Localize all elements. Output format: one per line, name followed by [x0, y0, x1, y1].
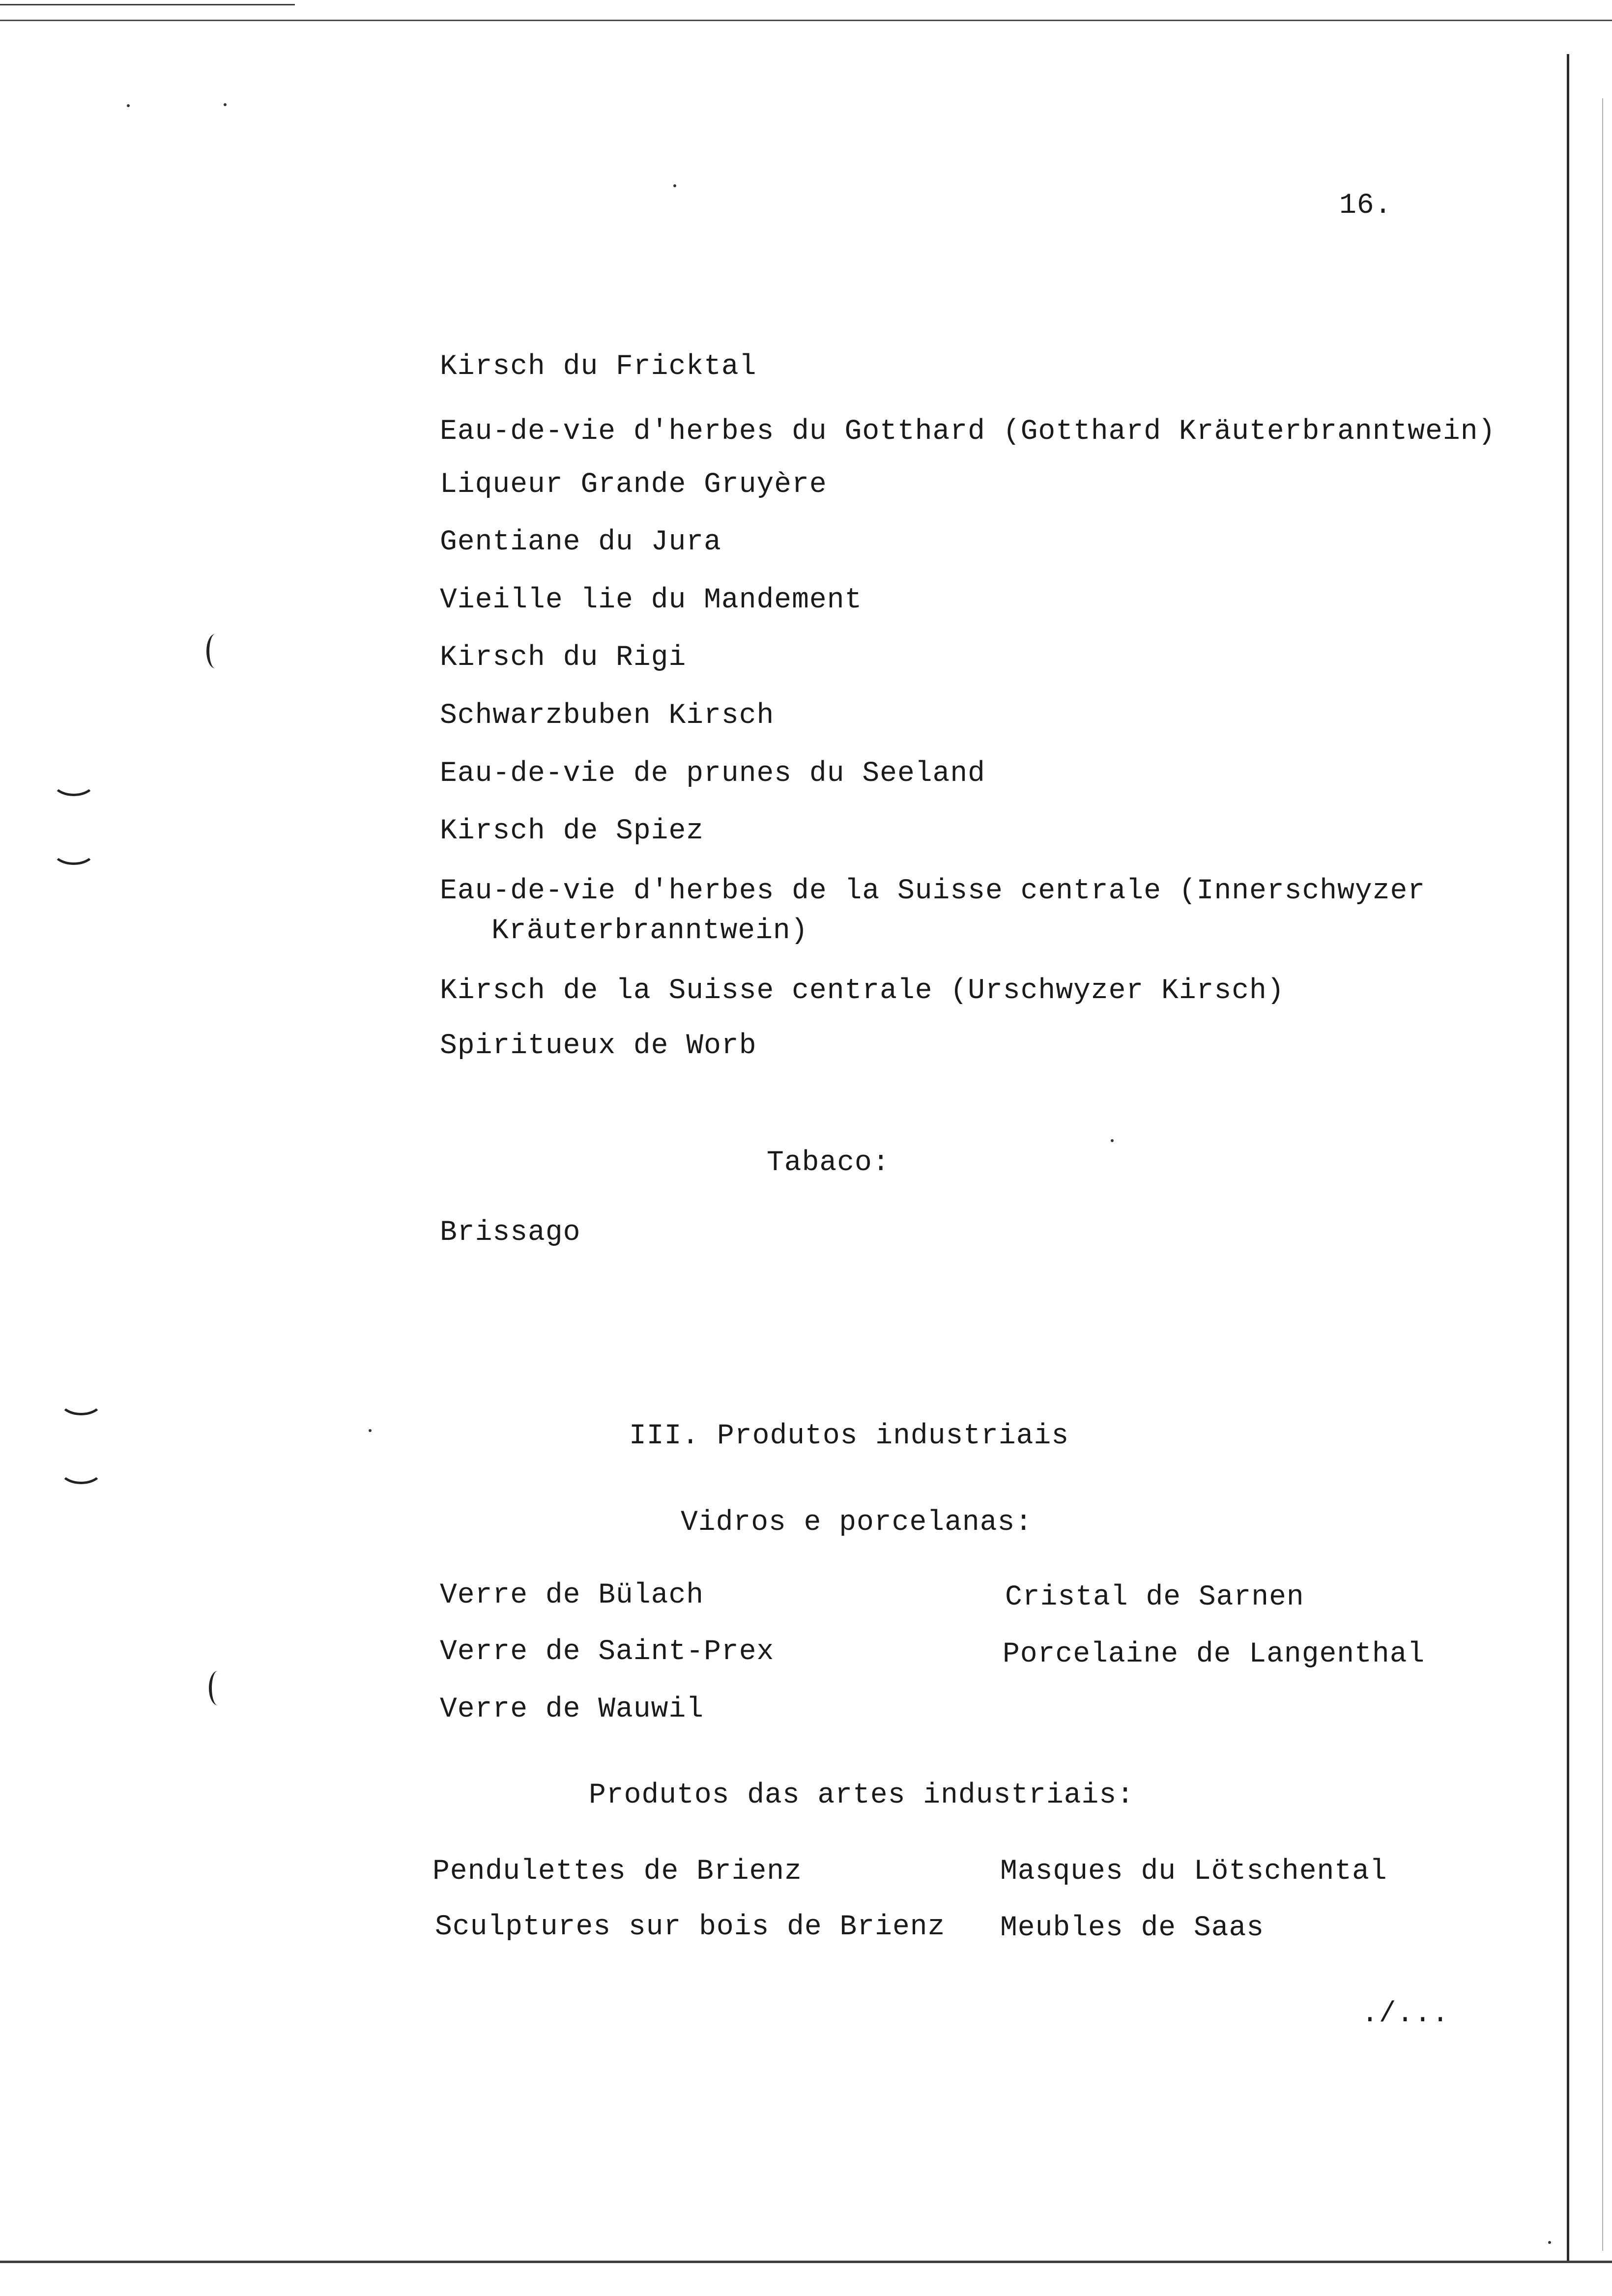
- continuation-mark: ./...: [1361, 1998, 1450, 2030]
- list-item: Sculptures sur bois de Brienz: [435, 1911, 946, 1943]
- page-number: 16.: [1339, 190, 1392, 222]
- list-item: Masques du Lötschental: [1000, 1856, 1387, 1888]
- list-item: Cristal de Sarnen: [1005, 1581, 1304, 1613]
- list-item: Kirsch de la Suisse centrale (Urschwyzer Kirsch): [440, 975, 1285, 1007]
- list-item: Eau-de-vie d'herbes de la Suisse centrale (Innerschwyzer: [440, 875, 1426, 907]
- list-item: Porcelaine de Langenthal: [1003, 1638, 1425, 1670]
- scan-edge-top-left: [0, 4, 295, 5]
- margin-mark: [52, 767, 96, 796]
- list-item: Eau-de-vie de prunes du Seeland: [440, 758, 985, 790]
- list-item: Eau-de-vie d'herbes du Gotthard (Gotthard Kräuterbranntwein): [440, 416, 1496, 448]
- tabaco-heading: Tabaco:: [767, 1147, 890, 1179]
- crafts-heading: Produtos das artes industriais:: [589, 1779, 1134, 1811]
- scan-edge-right-outer: [1602, 98, 1603, 2251]
- list-item: Meubles de Saas: [1000, 1912, 1265, 1944]
- list-item: Kirsch de Spiez: [440, 815, 704, 847]
- scan-speck: [369, 1429, 372, 1432]
- list-item: Schwarzbuben Kirsch: [440, 700, 775, 732]
- list-item: Kirsch du Fricktal: [440, 351, 757, 383]
- scan-speck: [1111, 1139, 1114, 1142]
- list-item: Spiritueux de Worb: [440, 1030, 757, 1062]
- list-item: Vieille lie du Mandement: [440, 584, 863, 616]
- margin-mark: [52, 835, 96, 865]
- scan-edge-top: [0, 20, 1612, 21]
- list-item: Verre de Wauwil: [440, 1693, 704, 1725]
- scan-edge-right: [1567, 54, 1569, 2261]
- scan-speck: [224, 103, 227, 106]
- list-item: Gentiane du Jura: [440, 526, 721, 558]
- glass-heading: Vidros e porcelanas:: [681, 1507, 1033, 1539]
- scan-speck: [1548, 2241, 1551, 2244]
- list-item-continuation: Kräuterbranntwein): [491, 915, 808, 947]
- scan-speck: [127, 104, 130, 107]
- list-item: Kirsch du Rigi: [440, 642, 687, 674]
- margin-mark: [59, 1386, 103, 1415]
- list-item: Pendulettes de Brienz: [432, 1856, 802, 1888]
- margin-mark: [209, 1671, 227, 1705]
- list-item: Brissago: [440, 1217, 581, 1249]
- list-item: Liqueur Grande Gruyère: [440, 469, 827, 501]
- scan-speck: [673, 184, 676, 187]
- list-item: Verre de Bülach: [440, 1579, 704, 1611]
- margin-mark: [206, 634, 224, 668]
- scan-edge-bottom: [0, 2261, 1612, 2263]
- list-item: Verre de Saint-Prex: [440, 1636, 775, 1668]
- margin-mark: [59, 1455, 103, 1484]
- section-heading: III. Produtos industriais: [629, 1420, 1069, 1452]
